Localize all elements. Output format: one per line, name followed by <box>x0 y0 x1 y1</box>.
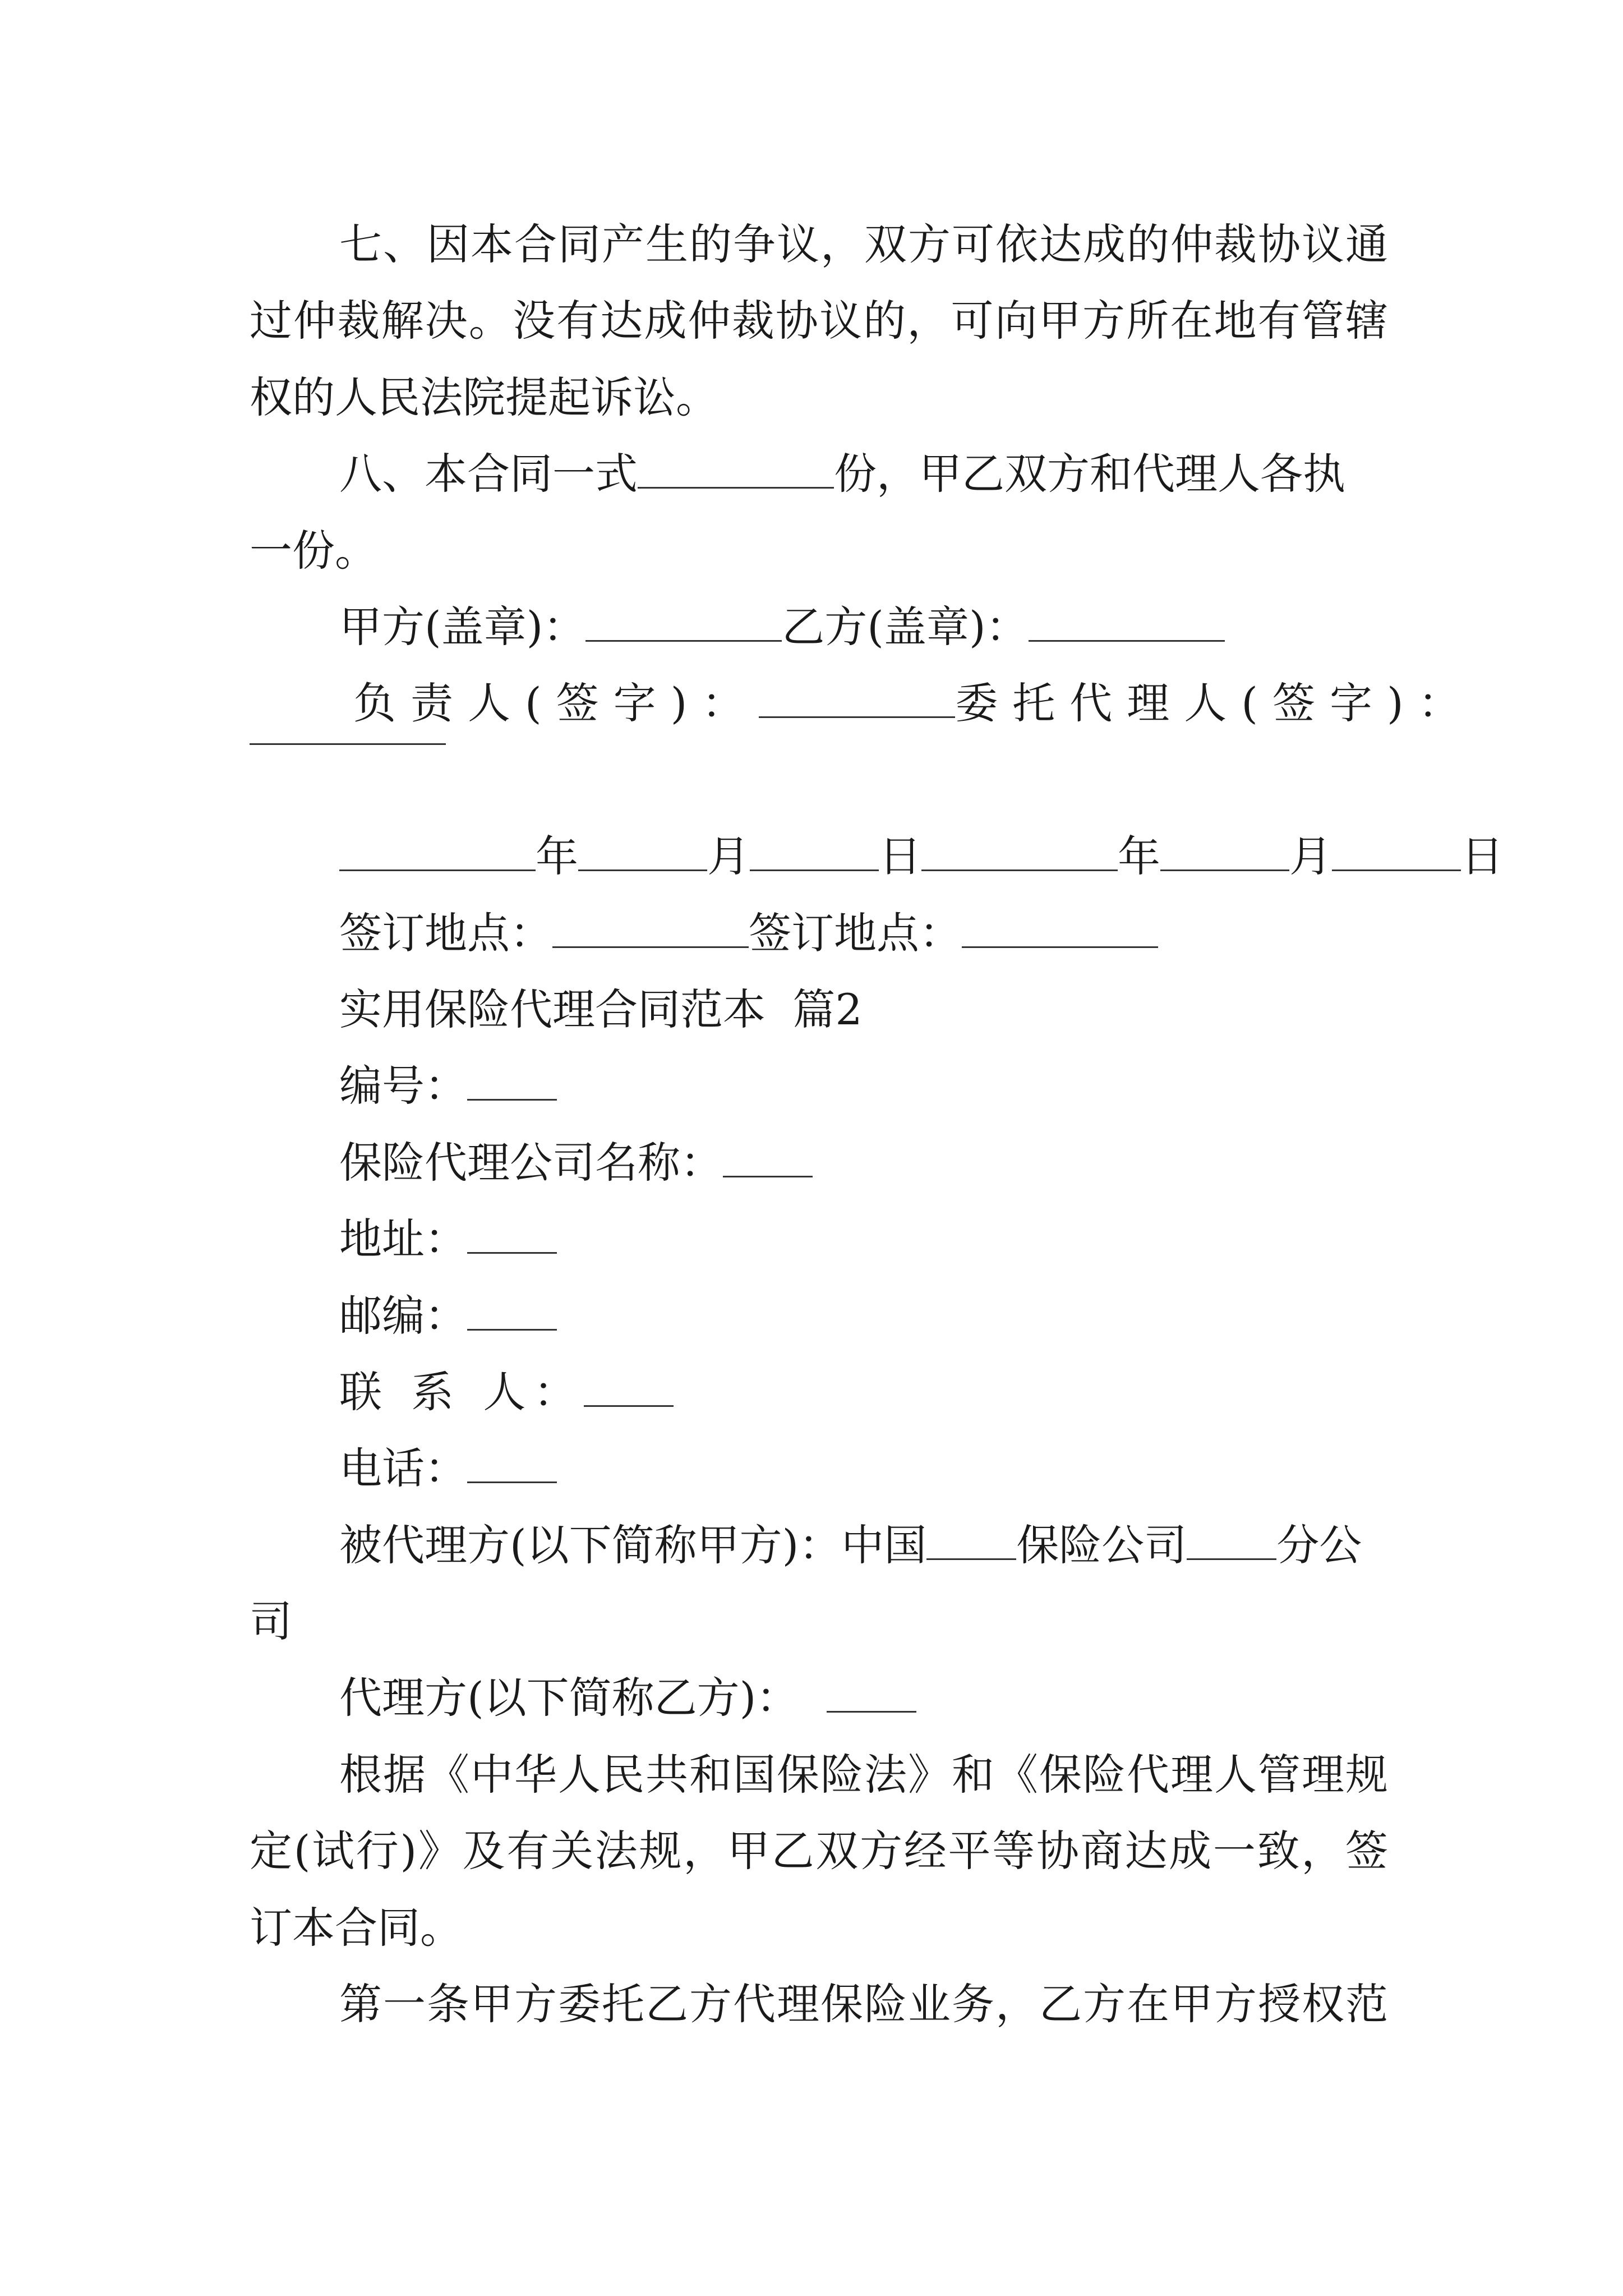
party-b-seal-label: 乙方(盖章)： <box>782 602 1029 652</box>
article1-line1: 第一条甲方委托乙方代理保险业务，乙方在甲方授权范 <box>339 1979 1388 2029</box>
party-a-seal-blank[interactable] <box>585 601 782 642</box>
date-a-day-label: 日 <box>879 831 921 881</box>
party-b-seal-blank[interactable] <box>1029 601 1225 642</box>
principal-middle: 保险公司 <box>1016 1520 1187 1570</box>
postcode-field <box>339 1288 1388 1344</box>
date-b-month-label: 月 <box>1289 831 1332 881</box>
responsible-person-blank[interactable] <box>759 677 955 718</box>
principal-branch-blank[interactable] <box>1187 1519 1276 1560</box>
agent-party-blank[interactable] <box>827 1672 916 1713</box>
date-line <box>339 829 1504 885</box>
phone-label: 电话： <box>339 1443 467 1493</box>
clause7-line2: 过仲裁解决。没有达成仲裁协议的，可向甲方所在地有管辖 <box>250 296 1388 346</box>
basis-line3: 订本合同。 <box>250 1903 463 1953</box>
clause8-suffix: 份，甲乙双方和代理人各执 <box>834 449 1345 499</box>
basis-line1: 根据《中华人民共和国保险法》和《保险代理人管理规 <box>339 1750 1388 1800</box>
section2-title: 实用保险代理合同范本 篇2 <box>339 984 863 1034</box>
phone-blank[interactable] <box>467 1442 557 1483</box>
company-name-field <box>339 1135 1388 1191</box>
date-b-day-blank[interactable] <box>1332 830 1461 871</box>
contact-blank[interactable] <box>584 1366 674 1407</box>
address-blank[interactable] <box>467 1213 557 1254</box>
signing-place-b-blank[interactable] <box>962 907 1158 948</box>
number-blank[interactable] <box>467 1060 557 1101</box>
basis-line2: 定(试行)》及有关法规，甲乙双方经平等协商达成一致，签 <box>250 1826 1388 1876</box>
contact-label: 联 系 人： <box>339 1367 584 1417</box>
address-label: 地址： <box>339 1214 467 1264</box>
seal-line <box>339 599 1388 655</box>
agent-signature-blank[interactable] <box>250 743 446 745</box>
agent-signature-label: 委托代理人(签字)： <box>955 678 1476 728</box>
date-a-day-blank[interactable] <box>750 830 879 871</box>
responsible-person-label: 负责人(签字)： <box>353 678 759 728</box>
principal-prefix: 被代理方(以下简称甲方)：中国 <box>339 1520 927 1570</box>
date-a-month-blank[interactable] <box>578 830 707 871</box>
clause8-line1 <box>339 446 1388 502</box>
signing-place-line <box>339 905 1388 961</box>
clause7-line1: 七、因本合同产生的争议，双方可依达成的仲裁协议通 <box>339 219 1388 269</box>
agent-party-line <box>339 1670 1388 1726</box>
agent-party-label: 代理方(以下简称乙方)： <box>339 1673 799 1723</box>
date-a-year-blank[interactable] <box>339 830 536 871</box>
clause8-prefix: 八、本合同一式 <box>339 449 638 499</box>
principal-suffix: 分公 <box>1276 1520 1362 1570</box>
phone-field <box>339 1441 1388 1497</box>
principal-line1 <box>339 1517 1388 1573</box>
signing-place-b-label: 签订地点： <box>749 908 962 958</box>
signature-line <box>353 675 1476 731</box>
principal-line2: 司 <box>250 1596 292 1646</box>
date-b-month-blank[interactable] <box>1160 830 1289 871</box>
contact-field <box>339 1364 1388 1420</box>
number-field <box>339 1058 1388 1114</box>
postcode-label: 邮编： <box>339 1291 467 1341</box>
signing-place-a-blank[interactable] <box>552 907 749 948</box>
date-b-day-label: 日 <box>1461 831 1504 881</box>
date-a-year-label: 年 <box>536 831 578 881</box>
address-field <box>339 1211 1388 1267</box>
company-name-blank[interactable] <box>723 1137 813 1177</box>
principal-insurer-blank[interactable] <box>926 1519 1016 1560</box>
signing-place-a-label: 签订地点： <box>339 908 552 958</box>
clause7-line3: 权的人民法院提起诉讼。 <box>250 372 718 422</box>
number-label: 编号： <box>339 1061 467 1111</box>
postcode-blank[interactable] <box>467 1290 557 1331</box>
copies-blank[interactable] <box>638 448 834 489</box>
date-a-month-label: 月 <box>707 831 750 881</box>
date-b-year-blank[interactable] <box>921 830 1118 871</box>
date-b-year-label: 年 <box>1118 831 1160 881</box>
clause8-line2: 一份。 <box>250 526 377 576</box>
party-a-seal-label: 甲方(盖章)： <box>339 602 586 652</box>
company-name-label: 保险代理公司名称： <box>339 1138 723 1188</box>
